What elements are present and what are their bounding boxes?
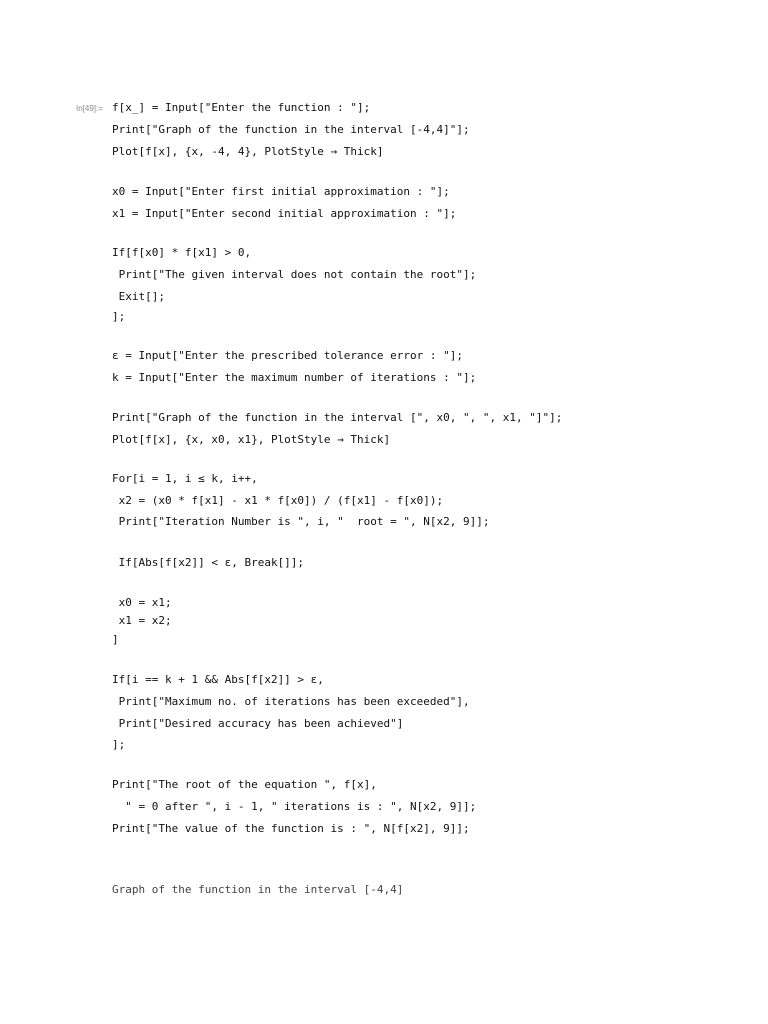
code-line[interactable]: Exit[]; [112,290,165,303]
code-line[interactable]: Print["Graph of the function in the interval [", x0, ", ", x1, "]"]; [112,411,563,424]
code-line[interactable]: Print["Graph of the function in the interval [-4,4]"]; [112,123,470,136]
code-line[interactable]: If[f[x0] * f[x1] > 0, [112,246,252,259]
code-line[interactable]: Print["The value of the function is : ", N[f[x2], 9]]; [112,822,470,835]
code-line[interactable]: ]; [112,738,126,751]
code-line[interactable]: For[i = 1, i ≤ k, i++, [112,472,258,485]
code-line[interactable]: Print["Desired accuracy has been achieved"] [112,717,404,730]
code-line[interactable]: k = Input["Enter the maximum number of iterations : "]; [112,371,477,384]
code-line[interactable]: If[Abs[f[x2]] < ε, Break[]]; [112,556,305,569]
code-line[interactable]: x0 = x1; [112,596,172,609]
code-line[interactable]: x2 = (x0 * f[x1] - x1 * f[x0]) / (f[x1] - f[x0]); [112,494,444,507]
code-line[interactable]: x0 = Input["Enter first initial approximation : "]; [112,185,450,198]
code-line[interactable]: Print["The given interval does not contain the root"]; [112,268,477,281]
code-line[interactable]: Print["Maximum no. of iterations has been exceeded"], [112,695,470,708]
output-text: Graph of the function in the interval [-4,4] [112,883,404,896]
code-line[interactable]: ]; [112,310,126,323]
code-line[interactable]: ε = Input["Enter the prescribed tolerance error : "]; [112,349,463,362]
code-line[interactable]: f[x_] = Input["Enter the function : "]; [112,101,371,114]
code-line[interactable]: Plot[f[x], {x, -4, 4}, PlotStyle → Thick] [112,145,384,158]
code-line[interactable]: If[i == k + 1 && Abs[f[x2]] > ε, [112,673,324,686]
code-line[interactable]: x1 = x2; [112,614,172,627]
code-line[interactable]: Print["Iteration Number is ", i, " root = ", N[x2, 9]]; [112,515,490,528]
code-line[interactable]: Print["The root of the equation ", f[x], [112,778,377,791]
code-line[interactable]: x1 = Input["Enter second initial approximation : "]; [112,207,457,220]
code-line[interactable]: ] [112,633,119,646]
code-line[interactable]: Plot[f[x], {x, x0, x1}, PlotStyle → Thick] [112,433,391,446]
notebook-cell-label: In[49]:= [76,104,103,113]
code-line[interactable]: " = 0 after ", i - 1, " iterations is : ", N[x2, 9]]; [112,800,477,813]
